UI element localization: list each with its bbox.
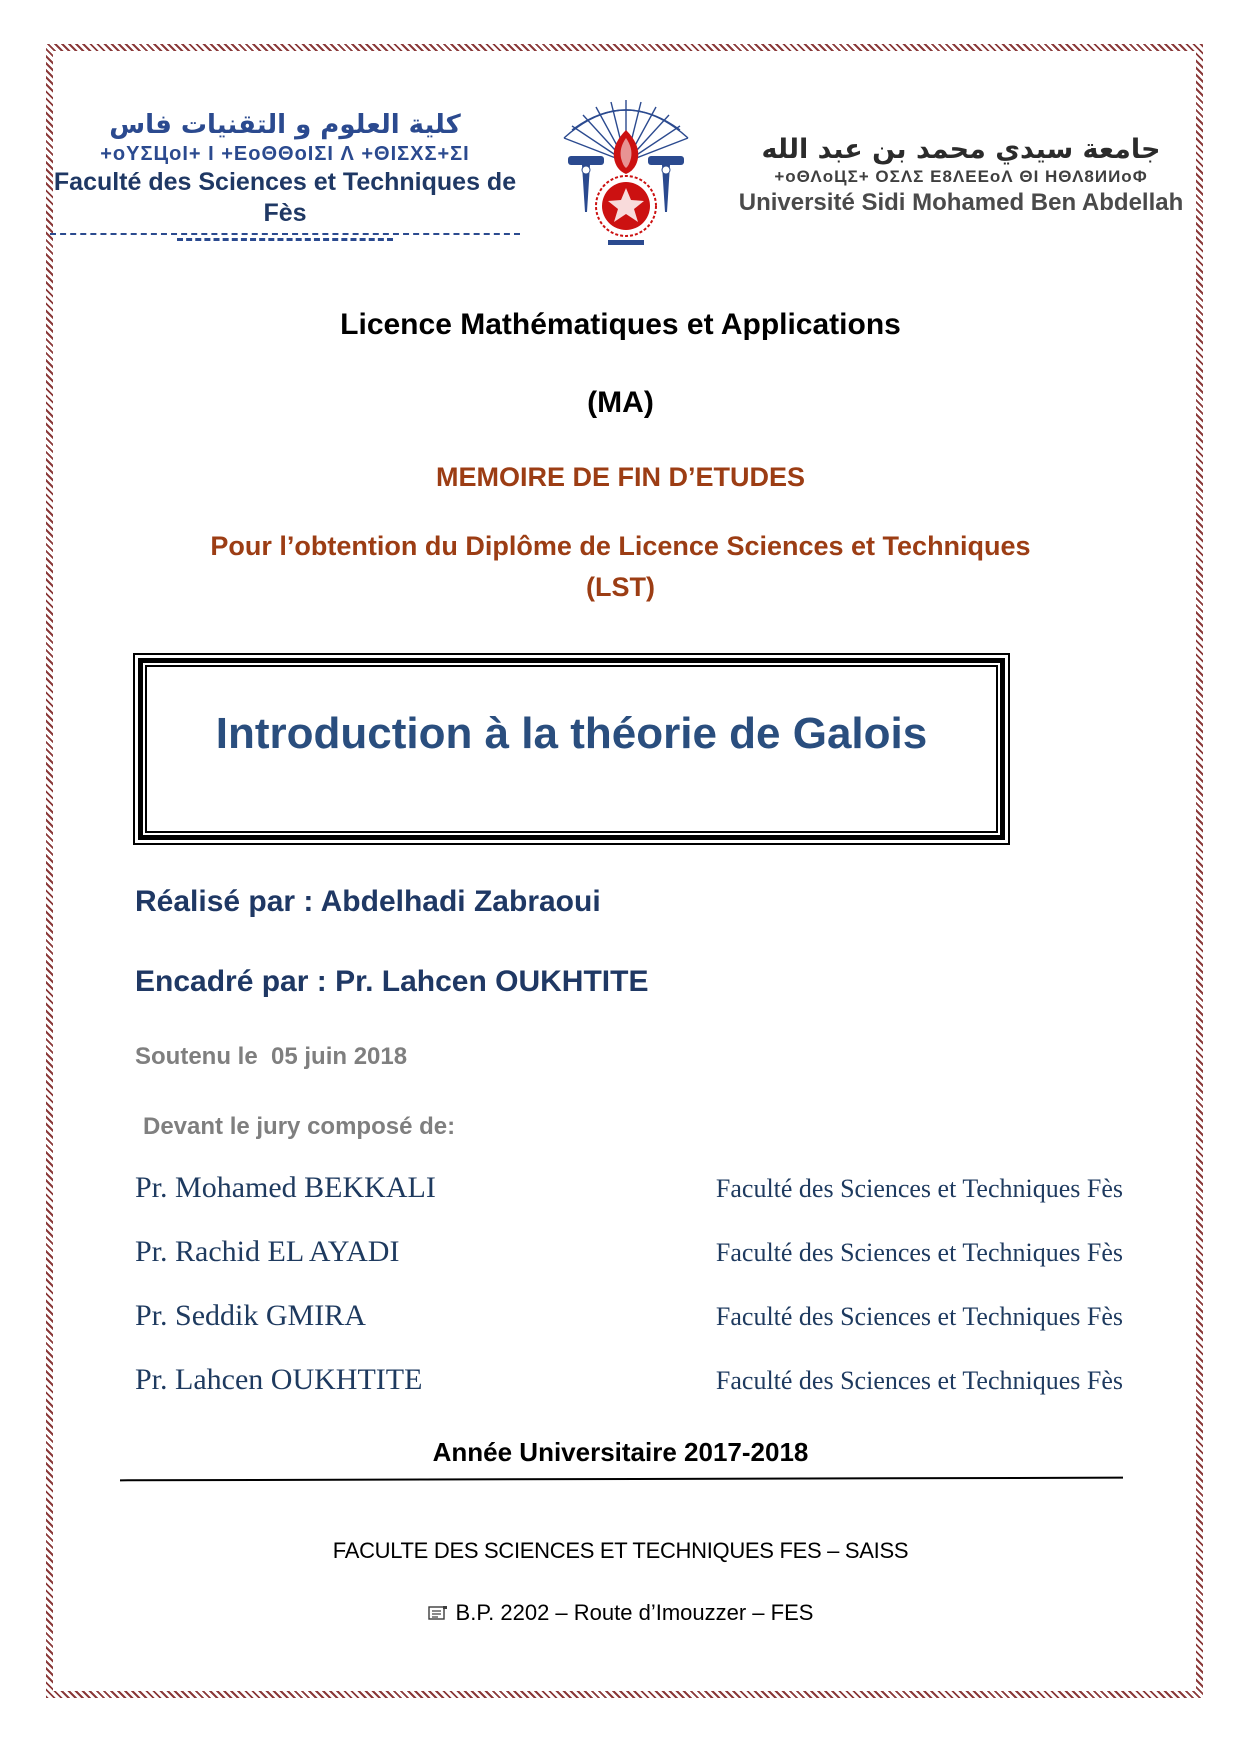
footer-divider [120,1477,1123,1482]
footer-faculty-line: FACULTE DES SCIENCES ET TECHNIQUES FES – SAISS [332,1538,909,1563]
jury-member-name: Pr. Rachid EL AYADI [135,1235,400,1268]
program-title: Licence Mathématiques et Applications [340,308,901,341]
faculty-arabic-name: كلية العلوم و التقنيات فاس [109,110,461,140]
obtention-subheading: Pour l’obtention du Diplôme de Licence Sciences et Techniques [210,531,1031,561]
university-header-block [731,133,1191,218]
jury-row [135,1171,1123,1205]
university-tifinagh-name: +oΘΛoЦΣ+ ΟΣΛΣ Ε8ΛΕΕoΛ ΘΙ ΗΘΛ8ИИoΦ [774,167,1148,187]
header [0,0,1241,250]
thesis-title-box [133,653,1010,845]
lst-abbreviation: (LST) [586,572,655,602]
faculty-underline-dashes [177,238,393,241]
jury-member-affiliation: Faculté des Sciences et Techniques Fès [715,1366,1123,1395]
footer-address-line [0,1600,1241,1626]
faculty-underline-dashdot [50,233,520,235]
jury-row [135,1235,1123,1269]
jury-member-affiliation: Faculté des Sciences et Techniques Fès [715,1302,1123,1331]
jury-list [135,1171,1123,1397]
academic-year: Année Universitaire 2017-2018 [432,1437,809,1467]
university-emblem-icon [546,100,706,250]
faculty-header-block [50,109,520,241]
faculty-french-name: Faculté des Sciences et Techniques de Fès [53,167,517,227]
jury-member-name: Pr. Seddik GMIRA [135,1299,366,1332]
university-arabic-name: جامعة سيدي محمد بن عبد الله [761,133,1161,165]
program-abbreviation: (MA) [587,386,654,419]
jury-member-name: Pr. Mohamed BEKKALI [135,1171,436,1204]
jury-row [135,1363,1123,1397]
jury-member-name: Pr. Lahcen OUKHTITE [135,1363,423,1396]
jury-member-affiliation: Faculté des Sciences et Techniques Fès [715,1238,1123,1267]
supervisor-line: Encadré par : Pr. Lahcen OUKHTITE [135,965,649,998]
jury-row [135,1299,1123,1333]
author-line: Réalisé par : Abdelhadi Zabraoui [135,885,601,918]
university-french-name: Université Sidi Mohamed Ben Abdellah [738,188,1184,216]
university-logo [538,100,713,250]
faculty-tifinagh-name: +oYΣЦoI+ I +ΕoΘΘoIΣI Λ +ΘIΣΧΣ+ΣI [100,142,470,165]
memoire-heading: MEMOIRE DE FIN D’ETUDES [435,462,806,492]
jury-member-affiliation: Faculté des Sciences et Techniques Fès [715,1174,1123,1203]
footer-address-text: B.P. 2202 – Route d’Imouzzer – FES [455,1600,814,1625]
thesis-title: Introduction à la théorie de Galois [215,709,928,758]
mail-icon [428,1605,448,1621]
jury-heading: Devant le jury composé de: [143,1113,456,1140]
defense-date-line: Soutenu le 05 juin 2018 [135,1043,408,1070]
